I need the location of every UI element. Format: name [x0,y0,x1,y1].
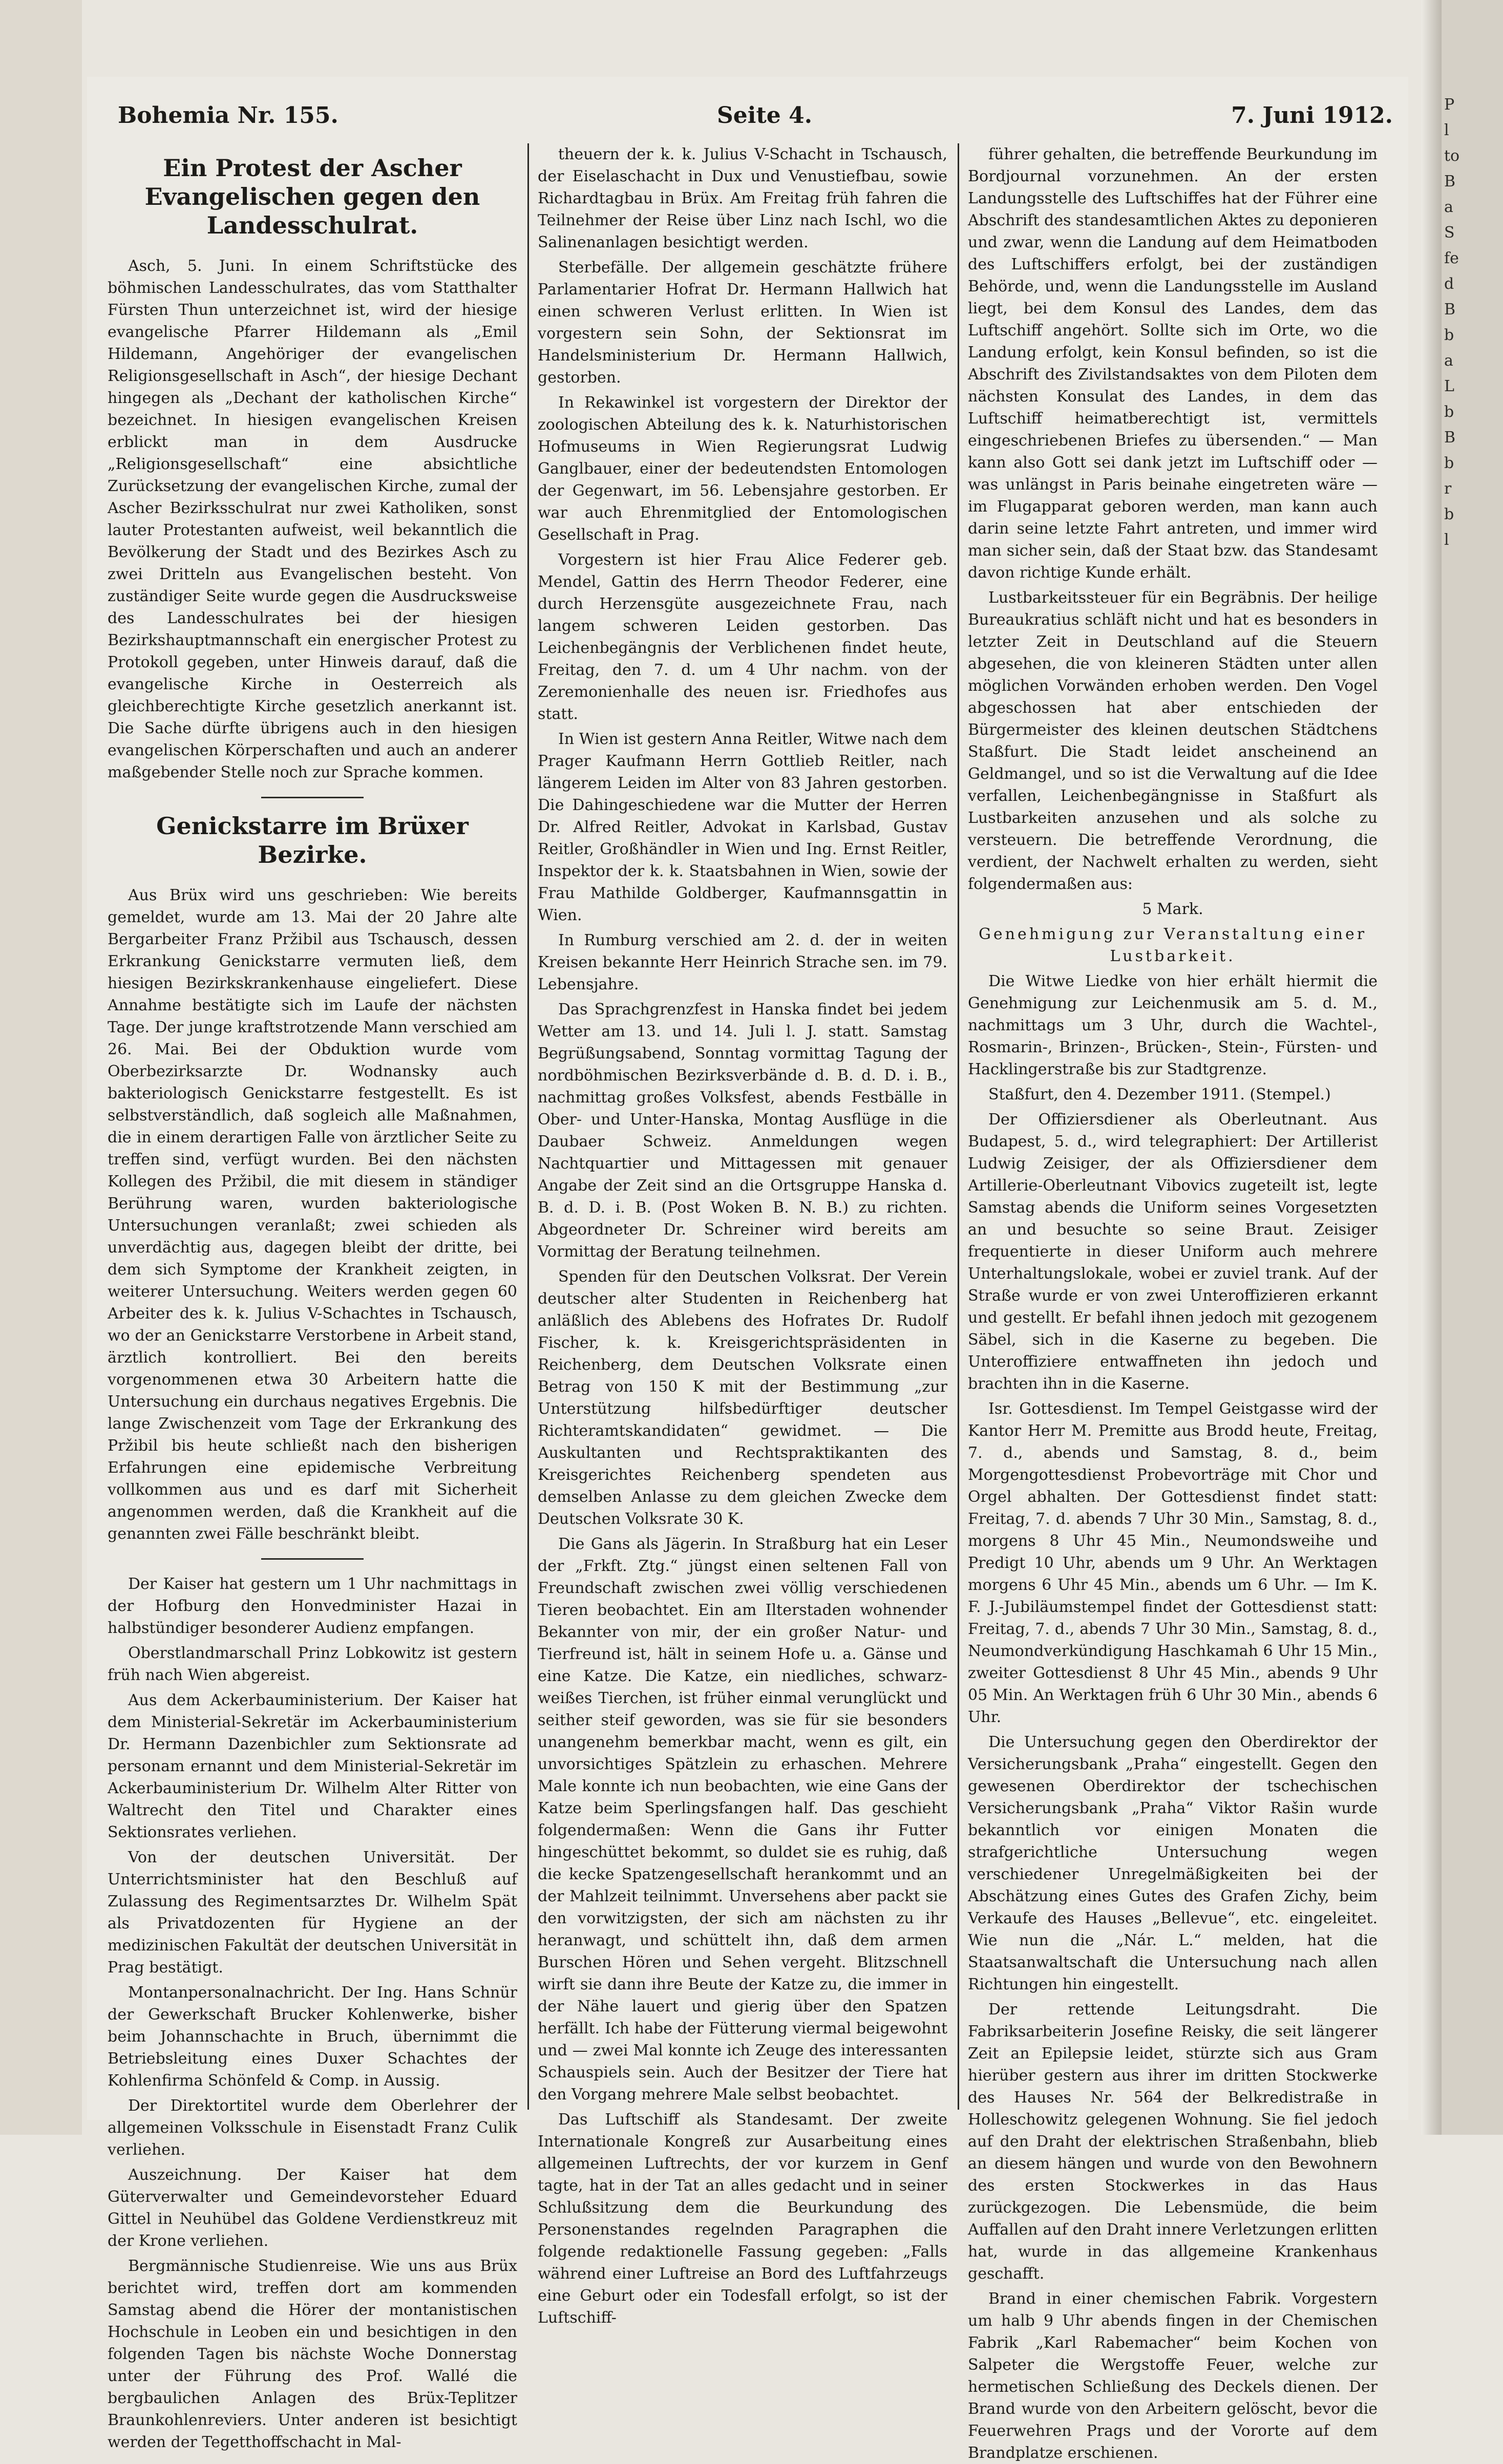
item-kaiser: Der Kaiser hat gestern um 1 Uhr nachmittags in der Hofburg den Honvedminister Hazai in halbstündiger besonderer Audienz empfangen. [108,1575,517,1637]
item-offiziersdiener: Der Offiziersdiener als Oberleutnant. Aus Budapest, 5. d., wird telegraphiert: Der Artillerist Ludwig Zeisiger, der als Offiziersdiener dem Artillerie-Oberleutnant Vibovics zugeteilt ist, legte Samstag abends die Uniform seines Vorgesetzten an und besuchte so seine Braut. Zeisiger frequentierte in dieser Uniform auch mehrere Unterhaltungslokale, wobei er zuviel trank. Auf der Straße wurde er von zwei Unteroffizieren erkannt und gestellt. Er befahl ihnen jedoch mit gezogenem Säbel, sich in die Kaserne zu begeben. Die Unteroffiziere entwaffneten ihn jedoch und brachten ihn in die Kaserne. [968,1111,1378,1393]
item-brand: Brand in einer chemischen Fabrik. Vorgestern um halb 9 Uhr abends fingen in der Chemischen Fabrik „Karl Rabemacher“ beim Kochen von Salpeter die Wergstoffe Feuer, welche zur hermetischen Schließung des Deckels dienen. Der Brand wurde von den Arbeitern gelöscht, bevor die Feuerwehren Prags und der Vororte auf dem Brandplatze erschienen. [968,2290,1378,2462]
item-ganglbauer: In Rekawinkel ist vorgestern der Direktor der zoologischen Abteilung des k. k. Naturhistorischen Hofmuseums in Wien Regierungsrat Ludwig Ganglbauer, einer der bedeutendsten Entomologen der Gegenwart, im 56. Lebensjahre gestorben. Er war auch Ehrenmitglied der Entomologischen Gesellschaft in Prag. [538,394,947,544]
strip-line: P [1444,96,1455,114]
item-ackerbau: Aus dem Ackerbauministerium. Der Kaiser hat dem Ministerial-Sekretär im Ackerbauministerium Dr. Hermann Dazenbichler zum Sektionsrate ad personam ernannt und dem Ministerial-Sekretär im Ackerbauministerium Dr. Wilhelm Alter Ritter von Waltrecht den Titel und Charakter eines Sektionsrates verliehen. [108,1691,517,1841]
item-studienreise: Bergmännische Studienreise. Wie uns aus Brüx berichtet wird, treffen dort am kommenden Samstag abend die Hörer der montanistischen Hochschule in Leoben ein und besichtigen in den folgenden Tagen bis nächste Woche Donnerstag unter der Führung des Prof. Wallé die bergbaulichen Anlagen des Brüx-Teplitzer Braunkohlenreviers. Unter anderen ist besichtigt werden der Tegetthoffschacht in Mal- [108,2257,517,2451]
article-asch-protest: Asch, 5. Juni. In einem Schriftstücke des böhmischen Landesschulrates, das vom Statthalter Fürsten Thun unterzeichnet ist, wird der hiesige evangelische Pfarrer Hildemann als „Emil Hildemann, Angehöriger der evangelischen Religionsgesellschaft in Asch“, der hiesige Dechant hingegen als „Dechant der katholischen Kirche“ bezeichnet. In hiesigen evangelischen Kreisen erblickt man in dem Ausdrucke „Religionsgesellschaft“ eine absichtliche Zurücksetzung der evangelischen Kirche, zumal der Ascher Bezirksschulrat nur zwei Katholiken, sonst lauter Protestanten aufweist, weil bekanntlich die Bevölkerung der Stadt und des Bezirkes Asch zu zwei Dritteln aus Evangelischen besteht. Von zuständiger Seite wurde gegen die Ausdrucksweise des Landesschulrates bei der hiesigen Bezirkshauptmannschaft ein energischer Protest zu Protokoll gegeben, unter Hinweis darauf, daß die evangelische Kirche in Oesterreich als gleichberechtigte Kirche gesetzlich anerkannt ist. Die Sache dürfte übrigens auch in den hiesigen evangelischen Körperschaften und auch an anderer maßgebender Stelle noch zur Sprache kommen. [108,257,517,781]
headline-asch-protest: Ein Protest der Ascher Evangelischen gegen den Landesschulrat. [144,154,480,239]
strip-line: B [1444,173,1456,190]
strip-line: S [1444,224,1455,242]
left-margin [0,0,82,2135]
notice-amount: 5 Mark. [1142,900,1203,918]
strip-line: d [1444,275,1454,293]
item-praha: Die Untersuchung gegen den Oberdirektor der Versicherungsbank „Praha“ eingestellt. Gegen den gewesenen Oberdirektor der tschechischen Versicherungsbank „Praha“ Viktor Rašin wurde bekanntlich vor einigen Monaten die strafgerichtliche Untersuchung wegen verschiedener Unregelmäßigkeiten bei der Abschätzung eines Gutes des Grafen Zichy, beim Verkaufe des Hauses „Bellevue“, etc. eingeleitet. Wie nun die „Nár. L.“ melden, hat die Staatsanwaltschaft die Untersuchung nach allen Richtungen hin eingestellt. [968,1733,1378,1993]
strip-line: l [1444,121,1449,139]
strip-line: B [1444,429,1456,447]
separator [261,1558,364,1560]
masthead-page-number: Seite 4. [717,102,813,129]
strip-line: l [1444,531,1449,549]
strip-line: a [1444,352,1453,370]
page-edge-shadow [1421,0,1442,2135]
column-rule-2 [958,143,959,2110]
item-auszeichnung: Auszeichnung. Der Kaiser hat dem Güterverwalter und Gemeindevorsteher Eduard Gittel in Neuhübel das Goldene Verdienstkreuz mit der Krone verliehen. [108,2166,517,2250]
column-1 [108,143,517,2451]
article-genickstarre: Aus Brüx wird uns geschrieben: Wie bereits gemeldet, wurde am 13. Mai der 20 Jahre alte Bergarbeiter Franz Pržibil aus Tschausch, dessen Erkrankung Genickstarre vermuten ließ, dem hiesigen Bezirkskrankenhause eingeliefert. Diese Annahme bestätigte sich im Laufe der nächsten Tage. Der junge kraftstrotzende Mann verschied am 26. Mai. Bei der Obduktion wurde vom Oberbezirksarzte Dr. Wodnansky auch bakteriologisch Genickstarre festgestellt. Es ist selbstverständlich, daß sogleich alle Maßnahmen, die in einem derartigen Falle von ärztlicher Seite zu treffen sind, verfügt wurden. Bei den nächsten Kollegen des Pržibil, die mit diesem in ständiger Berührung waren, wurden bakteriologische Untersuchungen veranlaßt; zwei schieden als unverdächtig aus, dagegen bleibt der dritte, bei dem sich Symptome der Krankheit zeigten, in weiterer Untersuchung. Weiters werden gegen 60 Arbeiter des k. k. Julius V-Schachtes in Tschausch, wo der an Genickstarre Verstorbene in Arbeit stand, ärztlich kontrolliert. Bei den bereits vorgenommenen etwa 30 Arbeitern hatte die Untersuchung ein durchaus negatives Ergebnis. Die lange Zwischenzeit vom Tage der Erkrankung des Pržibil bis heute schließt nach den bisherigen Erfahrungen eine epidemische Verbreitung vollkommen aus und es darf mit Sicherheit angenommen werden, daß die Krankheit auf die genannten zwei Fälle beschränkt bleibt. [108,886,517,1543]
item-luftschiff: Das Luftschiff als Standesamt. Der zweite Internationale Kongreß zur Ausarbeitung eines allgemeinen Luftrechts, der vor kurzem in Genf tagte, hat in der Tat an alles gedacht und in seiner Schlußsitzung dem die Beurkundung des Personenstandes regelnden Paragraphen die folgende redaktionelle Fassung gegeben: „Falls während einer Luftreise an Bord des Luftfahrzeugs eine Geburt oder ein Todesfall erfolgt, so ist der Luftschiff- [538,2111,947,2327]
strip-line: b [1444,403,1454,421]
strip-line: b [1444,505,1454,523]
column-2 [538,143,947,2327]
item-federer: Vorgestern ist hier Frau Alice Federer geb. Mendel, Gattin des Herrn Theodor Federer, eine durch Herzensgüte ausgezeichnete Frau, nach langem schweren Leiden gestorben. Das Leichenbegängnis der Verblichenen findet heute, Freitag, den 7. d. um 4 Uhr nachm. von der Zeremonienhalle des neuen isr. Friedhofes aus statt. [538,551,947,723]
strip-line: a [1444,198,1453,216]
notice-signature: Staßfurt, den 4. Dezember 1911. (Stempel.) [988,1086,1331,1103]
item-gottesdienst: Isr. Gottesdienst. Im Tempel Geistgasse wird der Kantor Herr M. Premitte aus Brodd heute, Freitag, 7. d., abends und Samstag, 8. d., beim Morgengottesdienst Probevorträge mit Chor und Orgel abhalten. Der Gottesdienst findet statt: Freitag, 7. d. abends 7 Uhr 30 Min., Samstag, 8. d., morgens 8 Uhr 45 Min., Neumondsweihe und Predigt 10 Uhr, abends um 9 Uhr. An Werktagen morgens 6 Uhr 45 Min., abends um 6 Uhr. — Im K. F. J.-Jubiläumstempel findet der Gottesdienst statt: Freitag, 7. d., abends 7 Uhr 30 Min., Samstag, 8. d., Neumondverkündigung Haschkamah 6 Uhr 15 Min., zweiter Gottesdienst 8 Uhr 45 Min., abends 9 Uhr 05 Min. An Werktagen früh 6 Uhr 30 Min., abends 6 Uhr. [968,1400,1378,1726]
column-3 [968,143,1378,2462]
notice-title: Genehmigung zur Veranstaltung einer Lustbarkeit. [978,925,1367,965]
strip-line: B [1444,301,1456,318]
column-rule-1 [527,143,529,2110]
item-universitaet: Von der deutschen Universität. Der Unterrichtsminister hat den Beschluß auf Zulassung des Regimentsarztes Dr. Wilhelm Spät als Privatdozenten für Hygiene an der medizinischen Fakultät der deutschen Universität in Prag bestätigt. [108,1849,517,1977]
strip-line: r [1444,480,1452,498]
newspaper-page [87,77,1408,2462]
masthead-issue: Bohemia Nr. 155. [118,102,338,129]
strip-line: L [1444,377,1454,395]
strip-line: b [1444,454,1454,472]
item-studienreise-cont: theuern der k. k. Julius V-Schacht in Tschausch, der Eiselaschacht in Dux und Venustiefbau, sowie Richardtagbau in Brüx. Am Freitag früh fahren die Teilnehmer der Reise über Linz nach Ischl, wo die Salinenanlagen besichtigt werden. [538,145,947,251]
item-luftschiff-cont: führer gehalten, die betreffende Beurkundung im Bordjournal vorzunehmen. An der ersten Landungsstelle des Luftschiffes hat der Führer eine Abschrift des standesamtlichen Aktes zu deponieren und zwar, wenn die Landung auf dem Heimatboden des Luftschiffers erfolgt, bei der zuständigen Behörde, und, wenn die Landungsstelle im Ausland liegt, bei dem Konsul des Landes, dem das Luftschiff angehört. Sollte sich im Orte, wo die Landung erfolgt, kein Konsul befinden, so ist die Abschrift des Zivilstandsaktes von dem Piloten dem nächsten Konsulat des Landes, in dem das Luftschiff heimatberechtigt ist, vermittels eingeschriebenen Briefes zu übersenden.“ — Man kann also Gott sei dank jetzt im Luftschiff oder — was unlängst in Paris beinahe eingetreten wäre — im Flugapparat geboren werden, man kann auch darin seine letzte Fahrt antreten, und immer wird man sicher sein, daß der Staat bzw. das Standesamt davon richtige Kunde erhält. [968,145,1378,582]
strip-line: fe [1444,249,1459,267]
item-leitungsdraht: Der rettende Leitungsdraht. Die Fabriksarbeiterin Josefine Reisky, die seit längerer Zeit an Epilepsie leidet, stürzte sich aus Gram hierüber gestern aus ihrer im dritten Stockwerke des Hauses Nr. 564 der Belkredistraße in Holleschowitz gelegenen Wohnung. Sie fiel jedoch auf den Draht der elektrischen Straßenbahn, blieb an diesem hängen und wurde von den Bewohnern des ersten Stockwerkes in das Haus zurückgezogen. Die Lebensmüde, die beim Auffallen auf den Draht innere Verletzungen erlitten hat, wurde in das allgemeine Krankenhaus geschafft. [968,2001,1378,2283]
item-direktortitel: Der Direktortitel wurde dem Oberlehrer der allgemeinen Volksschule in Eisenstadt Franz Culik verliehen. [108,2097,517,2159]
strip-line: b [1444,326,1454,344]
item-gans: Die Gans als Jägerin. In Straßburg hat ein Leser der „Frkft. Ztg.“ jüngst einen seltenen Fall von Freundschaft zwischen zwei völlig verschiedenen Tieren beobachtet. Ein am Ilterstaden wohnender Bekannter von mir, der ein großer Natur- und Tierfreund ist, hält in seinem Hofe u. a. Gänse und eine Katze. Die Katze, ein niedliches, schwarz-weißes Tierchen, ist früher einmal verunglückt und seither steif geworden, was sie für sie besonders unangenehm bemerkbar macht, wenn es gilt, ein unvorsichtiges Spätzlein zu erhaschen. Mehrere Male konnte ich nun beobachten, wie eine Gans der Katze beim Sperlingsfangen half. Das geschieht folgendermaßen: Wenn die Gans ihr Futter hingeschüttet bekommt, so duldet sie es ruhig, daß die kecke Spatzengesellschaft herankommt und an der Mahlzeit teilnimmt. Unversehens aber packt sie den vorwitzigsten, der sich am nächsten zu ihr heranwagt, und schüttelt ihn, daß dem armen Burschen Hören und Sehen vergeht. Blitzschnell wirft sie dann ihre Beute der Katze zu, die immer in der Nähe lauert und gierig über den Spatzen herfällt. Ich habe der Fütterung viermal beigewohnt und — zwei Mal konnte ich Zeuge des interessanten Schauspiels sein. Auch der Besitzer der Tiere hat den Vorgang mehrere Male selbst beobachtet. [538,1535,947,2104]
item-lustbarkeitssteuer: Lustbarkeitssteuer für ein Begräbnis. Der heilige Bureaukratius schläft nicht und hat es besonders in letzter Zeit in Deutschland auf die Steuern abgesehen, die von kleineren Städten unter allen möglichen Vorwänden erhoben werden. Den Vogel abgeschossen hat aber entschieden der Bürgermeister des kleinen deutschen Städtchens Staßfurt. Die Stadt leidet anscheinend an Geldmangel, und so ist die Verwaltung auf die Idee verfallen, Leichenbegängnisse in Staßfurt als Lustbarkeiten anzusehen und als solche zu versteuern. Die betreffende Verordnung, die verdient, der Nachwelt erhalten zu werden, sieht folgendermaßen aus: [968,589,1378,893]
item-sterbefaelle: Sterbefälle. Der allgemein geschätzte frühere Parlamentarier Hofrat Dr. Hermann Hallwich hat einen schweren Verlust erlitten. In Wien ist vorgestern sein Sohn, der Sektionsrat im Handelsministerium Dr. Hermann Hallwich, gestorben. [538,259,947,387]
notice-body: Die Witwe Liedke von hier erhält hiermit die Genehmigung zur Leichenmusik am 5. d. M., nachmittags um 3 Uhr, durch die Wachtel-, Rosmarin-, Brinzen-, Brücken-, Stein-, Fürsten- und Hacklingerstraße bis zur Stadtgrenze. [968,972,1378,1078]
item-reitler: In Wien ist gestern Anna Reitler, Witwe nach dem Prager Kaufmann Herrn Gottlieb Reitler, nach längerem Leiden im Alter von 83 Jahren gestorben. Die Dahingeschiedene war die Mutter der Herren Dr. Alfred Reitler, Advokat in Karlsbad, Gustav Reitler, Großhändler in Wien und Ing. Ernst Reitler, Inspektor der k. k. Staatsbahnen in Wien, sowie der Frau Mathilde Goldberger, Kaufmannsgattin in Wien. [538,730,947,924]
masthead-date: 7. Juni 1912. [1231,102,1393,129]
separator [261,797,364,798]
headline-genickstarre: Genickstarre im Brüxer Bezirke. [156,812,469,868]
strip-line: to [1444,147,1460,165]
item-volksrat: Spenden für den Deutschen Volksrat. Der Verein deutscher alter Studenten in Reichenberg hat anläßlich des Ablebens des Hofrates Dr. Rudolf Fischer, k. k. Kreisgerichtspräsidenten in Reichenberg, dem Deutschen Volksrate einen Betrag von 150 K mit der Bestimmung „zur Unterstützung hilfsbedürftiger deutscher Richteramtskandidaten“ gewidmet. — Die Auskultanten und Rechtspraktikanten des Kreisgerichtes Reichenberg spendeten aus demselben Anlasse zu dem gleichen Zwecke dem Deutschen Volksrate 30 K. [538,1268,947,1528]
adjacent-page-strip [1444,92,1503,1884]
item-strache: In Rumburg verschied am 2. d. der in weiten Kreisen bekannte Herr Heinrich Strache sen. im 79. Lebensjahre. [538,931,947,993]
item-lobkowitz: Oberstlandmarschall Prinz Lobkowitz ist gestern früh nach Wien abgereist. [108,1644,517,1684]
item-sprachgrenzfest: Das Sprachgrenzfest in Hanska findet bei jedem Wetter am 13. und 14. Juli l. J. statt. Samstag Begrüßungsabend, Sonntag vormittag Tagung der nordböhmischen Bezirksverbände d. B. d. D. i. B., nachmittag großes Volksfest, abends Festbälle in Ober- und Unter-Hanska, Montag Ausflüge in die Daubaer Schweiz. Anmeldungen wegen Nachtquartier und Mittagessen mit genauer Angabe der Zeit sind an die Ortsgruppe Hanska d. B. d. D. i. B. (Post Woken B. N. B.) zu richten. Abgeordneter Dr. Schreiner wird bereits am Vormittag der Beratung teilnehmen. [538,1001,947,1261]
masthead [87,102,1408,138]
item-montan: Montanpersonalnachricht. Der Ing. Hans Schnür der Gewerkschaft Brucker Kohlenwerke, bisher beim Johannschachte in Bruch, übernimmt die Betriebsleitung eines Duxer Schachtes der Kohlenfirma Schönfeld & Comp. in Aussig. [108,1984,517,2090]
